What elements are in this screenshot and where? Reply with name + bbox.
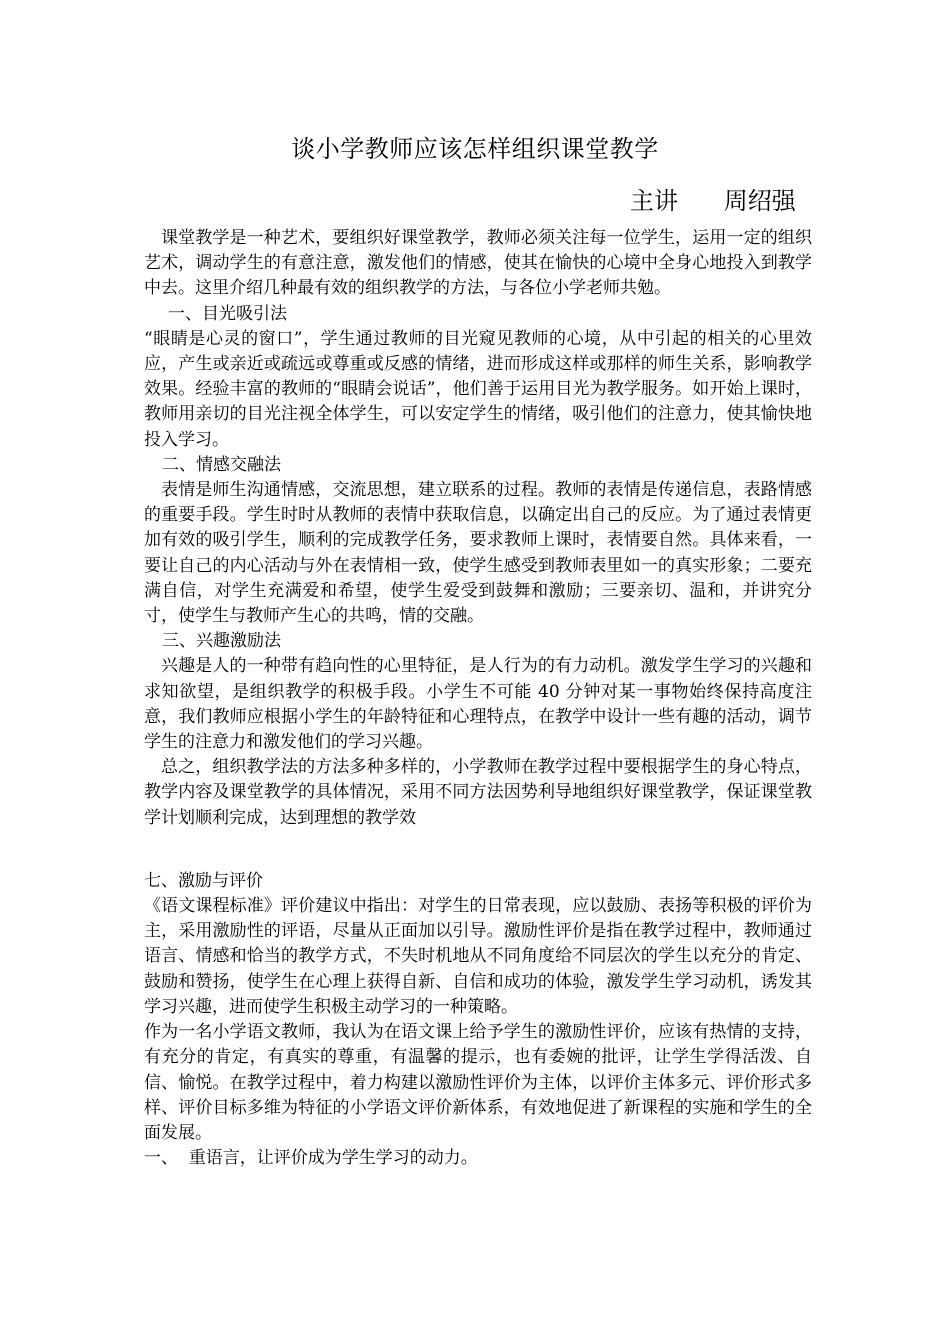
section-heading-eye-contact: 一、目光吸引法 [168,303,287,324]
section-heading-motivation: 七、激励与评价 [144,870,263,891]
document-body [144,226,812,1171]
paragraph-summary: 总之，组织教学法的方法多种多样的，小学教师在教学过程中要根据学生的身心特点，教学内容及课堂教学的具体情况，采用不同方法因势利导地组织好课堂教学，保证课堂教学计划顺利完成，达到理想的教学效 [144,757,812,828]
paragraph-curriculum-standard: 《语文课程标准》评价建议中指出：对学生的日常表现，应以鼓励、表扬等积极的评价为主，采用激励性的评语，尽量从正面加以引导。激励性评价是指在教学过程中，教师通过语言、情感和恰当的教学方式，不失时机地从不同角度给不同层次的学生以充分的肯定、鼓励和赞扬，使学生在心理上获得自新、自信和成功的体验，激发学生学习动机，诱发其学习兴趣，进而使学生积极主动学习的一种策略。 [144,896,812,1017]
author-line: 主讲 周绍强 [630,187,796,215]
paragraph-gap [144,831,812,869]
paragraph-emotion: 表情是师生沟通情感，交流思想，建立联系的过程。教师的表情是传递信息，表路情感的重要手段。学生时时从教师的表情中获取信息，以确定出自己的反应。为了通过表情更加有效的吸引学生，顺利的完成教学任务，要求教师上课时，表情要自然。具体来看，一要让自己的内心活动与外在表情相一致，使学生感受到教师表里如一的真实形象；二要充满自信，对学生充满爱和希望，使学生爱受到鼓舞和激励；三要亲切、温和，并讲究分寸，使学生与教师产生心的共鸣，情的交融。 [144,480,812,627]
intro-paragraph: 课堂教学是一种艺术，要组织好课堂教学，教师必须关注每一位学生，运用一定的组织艺术，调动学生的有意注意，激发他们的情感，使其在愉快的心境中全身心地投入到教学中去。这里介绍几种最有效的组织教学的方法，与各位小学老师共勉。 [144,228,812,299]
subsection-heading-language: 一、 重语言，让评价成为学生学习的动力。 [144,1148,478,1169]
section-heading-emotion: 二、情感交融法 [162,454,281,475]
paragraph-eye-contact: “眼睛是心灵的窗口”，学生通过教师的目光窥见教师的心境，从中引起的相关的心里效应，产生或亲近或疏远或尊重或反感的情绪，进而形成这样或那样的师生关系，影响教学效果。经验丰富的教师的“眼睛会说话”，他们善于运用目光为教学服务。如开始上课时，教师用亲切的目光注视全体学生，可以安定学生的情绪，吸引他们的注意力，使其愉快地投入学习。 [144,328,812,450]
section-heading-interest: 三、兴趣激励法 [162,631,281,652]
paragraph-teacher-view: 作为一名小学语文教师，我认为在语文课上给予学生的激励性评价，应该有热情的支持，有充分的肯定，有真实的尊重，有温馨的提示，也有委婉的批评，让学生学得活泼、自信、愉悦。在教学过程中，着力构建以激励性评价为主体，以评价主体多元、评价形式多样、评价目标多维为特征的小学语文评价新体系，有效地促进了新课程的实施和学生的全面发展。 [144,1022,812,1143]
document-title: 谈小学教师应该怎样组织课堂教学 [291,135,659,163]
paragraph-interest: 兴趣是人的一种带有趋向性的心里特征，是人行为的有力动机。激发学生学习的兴趣和求知欲望，是组织教学的积极手段。小学生不可能 40 分钟对某一事物始终保持高度注意，我们教师应根据小学生的年龄特征和心理特点，在教学中设计一些有趣的活动，调节学生的注意力和激发他们的学习兴趣。 [144,656,812,753]
